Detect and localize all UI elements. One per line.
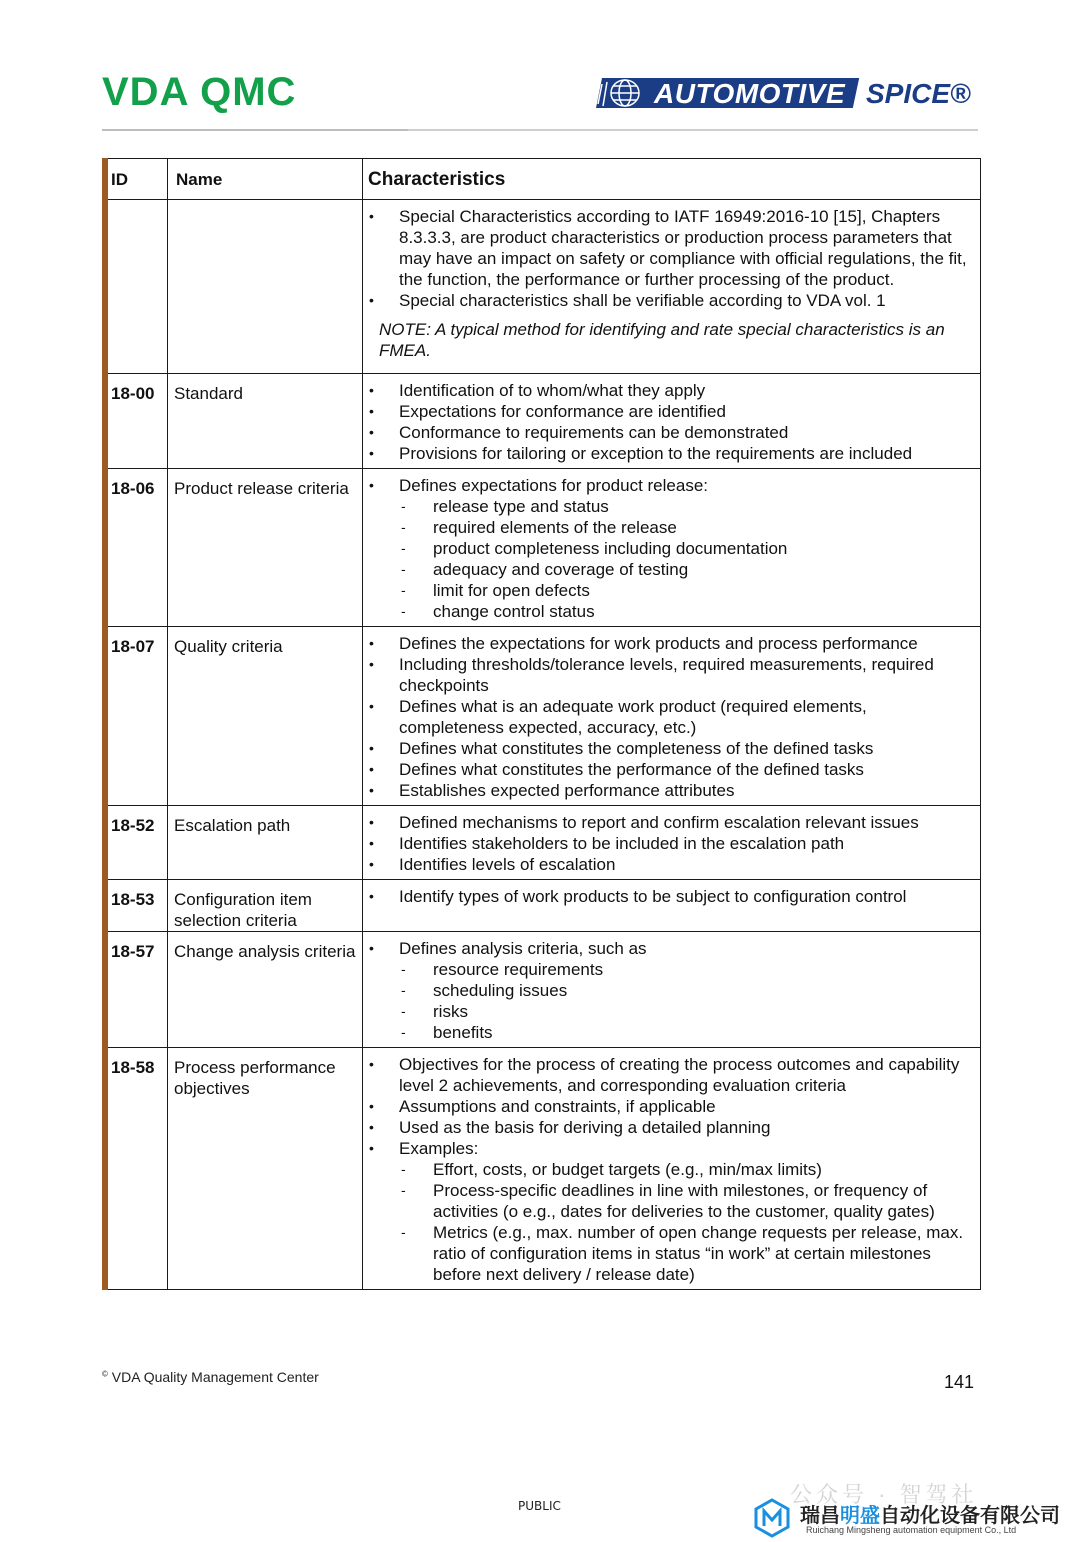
row-name-cell [168,806,363,880]
company-name-cn: 瑞昌明盛自动化设备有限公司 [800,1503,1060,1527]
characteristic-text: Identifies levels of escalation [399,855,616,874]
characteristic-item [363,780,974,801]
characteristic-text: Objectives for the process of creating the process outcomes and capability level 2 achievements, and corresponding evaluation criteria [399,1055,960,1095]
row-id-cell [103,200,168,374]
row-id-cell [103,469,168,627]
characteristic-item [363,696,974,738]
characteristic-item [363,206,974,290]
characteristics-list [363,627,980,805]
classification-label: PUBLIC [518,1499,561,1513]
row-name: Escalation path [174,816,291,835]
characteristic-text: Conformance to requirements can be demonstrated [399,423,789,442]
row-id-cell [103,806,168,880]
row-name-cell [168,880,363,932]
table-header-row [103,159,981,200]
sub-item: - product completeness including documentation [399,538,974,559]
characteristic-text: Defines expectations for product release: [399,476,709,495]
row-name: Change analysis criteria [174,942,356,961]
sub-list [399,1159,974,1285]
characteristic-item [363,1096,974,1117]
row-name: Process performance objectives [174,1058,336,1098]
vda-qmc-logo: VDA QMC [102,70,297,114]
characteristics-table [102,158,981,1290]
characteristics-list [363,200,980,315]
sub-item: - required elements of the release [399,517,974,538]
characteristic-text: Examples: [399,1139,479,1158]
header-rule-left [102,129,410,131]
characteristic-text: Defined mechanisms to report and confirm escalation relevant issues [399,813,919,832]
sub-item: - resource requirements [399,959,974,980]
row-characteristics-cell [363,932,981,1048]
characteristic-text: Defines analysis criteria, such as [399,939,647,958]
header-name: Name [168,159,363,200]
characteristics-list [363,469,980,626]
row-id-cell [103,880,168,932]
characteristic-item [363,1117,974,1138]
row-name-cell [168,200,363,374]
characteristic-item [363,938,974,1043]
characteristic-text: Used as the basis for deriving a detailed planning [399,1118,771,1137]
characteristic-text: Special Characteristics according to IATF 16949:2016-10 [15], Chapters 8.3.3.3, are product characteristics or production process parameters that may have an impact on safety or compliance with official regulations, the fit, the function, the performance or further processing of the product. [399,207,967,289]
characteristic-item [363,401,974,422]
copyright-symbol: © [102,1369,108,1379]
characteristic-text: Identification of to whom/what they apply [399,381,706,400]
sub-item: - Metrics (e.g., max. number of open change requests per release, max. ratio of configuration items in status “in work” at certain milestones before next delivery / release date) [399,1222,974,1285]
characteristic-item [363,812,974,833]
row-id: 18-52 [111,816,155,835]
characteristic-text: Identify types of work products to be subject to configuration control [399,887,907,906]
row-name-cell [168,627,363,806]
characteristic-item [363,443,974,464]
row-id: 18-58 [111,1058,155,1077]
sub-item: - change control status [399,601,974,622]
characteristic-text: Special characteristics shall be verifiable according to VDA vol. 1 [399,291,886,310]
row-characteristics-cell [363,374,981,469]
row-id: 18-07 [111,637,155,656]
copyright-text: VDA Quality Management Center [111,1369,319,1385]
row-id: 18-06 [111,479,155,498]
company-watermark [752,1496,1080,1542]
characteristic-item [363,1138,974,1285]
sub-item: - limit for open defects [399,580,974,601]
note-text: NOTE: A typical method for identifying and rate special characteristics is an FMEA. [379,320,945,360]
spice-text: SPICE® [866,78,971,109]
table-row [103,932,981,1048]
characteristics-list [363,806,980,879]
row-name: Product release criteria [174,479,349,498]
sub-item: - risks [399,1001,974,1022]
sub-list [399,959,974,1043]
automotive-text: AUTOMOTIVE [654,78,846,109]
header-characteristics: Characteristics [363,159,981,200]
characteristics-list [363,1048,980,1289]
row-characteristics-cell [363,806,981,880]
sub-item: - benefits [399,1022,974,1043]
characteristic-item [363,380,974,401]
characteristic-text: Including thresholds/tolerance levels, required measurements, required checkpoints [399,655,934,695]
row-id-cell [103,1048,168,1290]
row-name-cell [168,932,363,1048]
row-id-cell [103,374,168,469]
characteristic-item [363,759,974,780]
page-header [0,0,1080,140]
characteristic-item [363,422,974,443]
characteristic-text: Assumptions and constraints, if applicable [399,1097,716,1116]
table-row [103,374,981,469]
characteristic-text: Defines what constitutes the completeness of the defined tasks [399,739,874,758]
row-name-cell [168,469,363,627]
row-characteristics-cell [363,200,981,374]
row-id: 18-53 [111,890,155,909]
sub-item: - release type and status [399,496,974,517]
header-id: ID [103,159,168,200]
copyright-footer [102,1369,319,1385]
automotive-spice-logo [596,76,977,110]
row-characteristics-cell [363,1048,981,1290]
row-name-cell [168,374,363,469]
table-row [103,200,981,374]
row-id [103,200,167,209]
table-row [103,469,981,627]
characteristics-list [363,374,980,468]
characteristic-item [363,1054,974,1096]
sub-list [399,496,974,622]
header-rule-right [408,129,978,131]
characteristic-item [363,475,974,622]
row-name [168,200,362,209]
company-name-en: Ruichang Mingsheng automation equipment Co., Ltd [806,1525,1017,1535]
characteristic-item [363,633,974,654]
sub-item: - Effort, costs, or budget targets (e.g., min/max limits) [399,1159,974,1180]
row-characteristics-cell [363,880,981,932]
page-number: 141 [944,1372,975,1392]
table-row [103,806,981,880]
characteristic-text: Expectations for conformance are identified [399,402,726,421]
row-id: 18-57 [111,942,155,961]
characteristic-text: Establishes expected performance attributes [399,781,735,800]
characteristic-item [363,854,974,875]
row-characteristics-cell [363,627,981,806]
characteristic-text: Defines what constitutes the performance of the defined tasks [399,760,864,779]
table-row [103,627,981,806]
row-id: 18-00 [111,384,155,403]
row-id-cell [103,932,168,1048]
table-row [103,1048,981,1290]
characteristic-item [363,654,974,696]
sub-item: - adequacy and coverage of testing [399,559,974,580]
characteristic-item [363,738,974,759]
characteristics-list [363,880,980,911]
row-name: Configuration item selection criteria [174,890,312,930]
watermark-ghost-text: 公众号 · 智驾社 [790,1482,978,1507]
characteristic-text: Defines the expectations for work products and process performance [399,634,918,653]
sub-item: - scheduling issues [399,980,974,1001]
row-name-cell [168,1048,363,1290]
row-name: Standard [174,384,243,403]
characteristics-list [363,932,980,1047]
left-accent-bar [102,158,108,1290]
characteristic-text: Defines what is an adequate work product (required elements, completeness expected, accuracy, etc.) [399,697,867,737]
characteristic-text: Identifies stakeholders to be included in the escalation path [399,834,845,853]
row-id-cell [103,627,168,806]
characteristic-item [363,290,974,311]
characteristic-item [363,833,974,854]
sub-item: - Process-specific deadlines in line with milestones, or frequency of activities (o e.g., dates for deliveries to the customer, quality gates) [399,1180,974,1222]
row-name: Quality criteria [174,637,283,656]
company-logo-icon [752,1498,792,1538]
row-characteristics-cell [363,469,981,627]
characteristic-text: Provisions for tailoring or exception to the requirements are included [399,444,913,463]
table-row [103,880,981,932]
characteristic-item [363,886,974,907]
